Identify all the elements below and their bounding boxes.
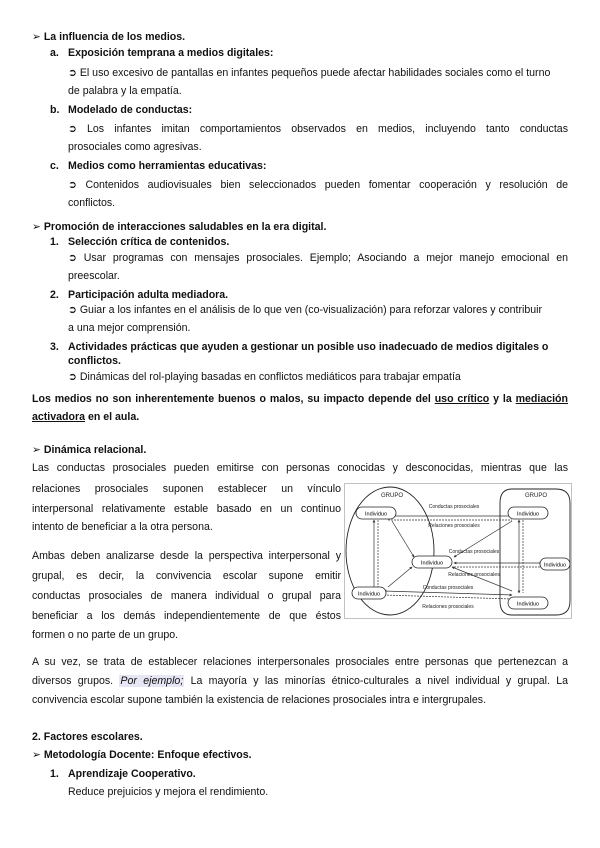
node-label: Individuo xyxy=(516,601,540,608)
group-label-left: GRUPO xyxy=(380,493,404,499)
paragraph-line: conductas prosociales de manera individual o grupal para xyxy=(32,590,341,602)
list-item-title xyxy=(50,159,586,173)
conclusion-line xyxy=(32,392,568,406)
item-title-text: Aprendizaje Cooperativo. xyxy=(68,768,196,780)
paragraph-line: intento de beneficiar a la otra persona. xyxy=(32,521,213,533)
item-text-line: ➲ Dinámicas del rol-playing basadas en conflictos mediáticos para trabajar empatía xyxy=(68,371,461,383)
paragraph-line: formen o no parte de un grupo. xyxy=(32,629,179,641)
list-item-title xyxy=(50,235,586,249)
conclusion-text: Los medios no son inherentemente buenos o malos, su impacto depende del xyxy=(32,393,435,405)
item-title-continuation: conflictos. xyxy=(68,355,121,367)
paragraph-line: grupal, es decir, la convivencia escolar supone emitir xyxy=(32,570,341,582)
edge-label: Relaciones prosociales xyxy=(422,604,474,610)
list-marker: 1. xyxy=(50,236,59,248)
list-item-title xyxy=(50,46,586,60)
mediacion-link: mediación xyxy=(515,393,568,405)
item-text-line: ➲ Los infantes imitan comportamientos observados en medios, incluyendo tanto conductas xyxy=(68,123,568,135)
list-marker: c. xyxy=(50,160,59,172)
paragraph-text: diversos grupos. xyxy=(32,675,120,687)
paragraph-line: interpersonal relativamente estable basado en un continuo xyxy=(32,503,341,515)
section-heading-promocion: ➢ Promoción de interacciones saludables en la era digital. xyxy=(32,221,327,233)
list-item-title xyxy=(50,340,586,354)
edge-label: Conductas prosociales xyxy=(422,585,474,591)
paragraph-line xyxy=(32,674,568,688)
item-text-line: preescolar. xyxy=(68,270,120,282)
edge-label: Conductas prosociales xyxy=(448,549,500,555)
item-text-line: a una mejor comprensión. xyxy=(68,322,191,334)
item-text-line: ➲ Usar programas con mensajes prosociales. Ejemplo; Asociando a mejor manejo emocional en xyxy=(68,252,568,264)
paragraph-line: Ambas deben analizarse desde la perspectiva interpersonal y xyxy=(32,550,341,562)
list-marker: b. xyxy=(50,104,60,116)
paragraph-line: Las conductas prosociales pueden emitirse con personas conocidas y desconocidas, mientras que las xyxy=(32,462,568,474)
node-label: Individuo xyxy=(357,591,381,598)
conclusion-line xyxy=(32,410,568,424)
paragraph-line: convivencia escolar supone también la existencia de relaciones prosociales intra e intergrupales. xyxy=(32,694,487,706)
item-text-line: ➲ Contenidos audiovisuales bien seleccionados pueden fomentar cooperación y resolución de xyxy=(68,179,568,191)
subheading-metodologia: ➢ Metodología Docente: Enfoque efectivos. xyxy=(32,749,252,761)
list-item-title xyxy=(50,288,586,302)
node-label: Individuo xyxy=(420,560,444,567)
activadora-link: activadora xyxy=(32,411,85,423)
conclusion-text: y la xyxy=(489,393,516,405)
item-text-line: prosociales como agresivas. xyxy=(68,141,202,153)
relational-diagram xyxy=(344,483,572,619)
conclusion-text: en el aula. xyxy=(85,411,140,423)
paragraph-line: beneficiar a los demás independientemente de que éstos xyxy=(32,610,341,622)
item-title-text: Selección crítica de contenidos. xyxy=(68,236,230,248)
group-label-right: GRUPO xyxy=(524,493,548,499)
item-title-text: Medios como herramientas educativas: xyxy=(68,160,267,172)
item-text-line: ➲ El uso excesivo de pantallas en infantes pequeños puede afectar habilidades sociales como el turno xyxy=(68,67,551,79)
edge-label: Relaciones prosociales xyxy=(428,523,480,529)
paragraph-line: relaciones prosociales suponen establecer un vínculo xyxy=(32,483,341,495)
section-heading-dinamica: ➢ Dinámica relacional. xyxy=(32,444,147,456)
edge-label: Conductas prosociales xyxy=(428,504,480,510)
item-title-text: Exposición temprana a medios digitales: xyxy=(68,47,274,59)
section-heading-medios: ➢ La influencia de los medios. xyxy=(32,31,186,43)
list-marker: a. xyxy=(50,47,59,59)
list-item-title xyxy=(50,767,586,781)
uso-critico-link: uso crítico xyxy=(434,393,490,405)
paragraph-text: La mayoría y las minorías étnico-culturales a nivel individual y grupal. La xyxy=(184,675,568,687)
item-text-line: Reduce prejuicios y mejora el rendimiento. xyxy=(68,786,269,798)
paragraph-line: A su vez, se trata de establecer relaciones interpersonales prosociales entre personas que pertenezcan a xyxy=(32,656,568,668)
highlighted-example: Por ejemplo; xyxy=(120,675,184,687)
list-marker: 3. xyxy=(50,341,59,353)
item-title-text: Participación adulta mediadora. xyxy=(68,289,229,301)
list-item-title xyxy=(50,103,586,117)
list-marker: 1. xyxy=(50,768,59,780)
list-marker: 2. xyxy=(50,289,59,301)
node-label: Individuo xyxy=(364,511,388,518)
item-title-text: Actividades prácticas que ayuden a gestionar un posible uso inadecuado de medios digitales o xyxy=(68,341,549,353)
item-text-line: conflictos. xyxy=(68,197,116,209)
node-label: Individuo xyxy=(543,562,567,569)
section-heading-factores: 2. Factores escolares. xyxy=(32,731,143,743)
item-text-line: ➲ Guiar a los infantes en el análisis de lo que ven (co-visualización) para reforzar valores y contribuir xyxy=(68,304,543,316)
node-label: Individuo xyxy=(516,511,540,518)
item-text-line: de palabra y la empatía. xyxy=(68,85,182,97)
item-title-text: Modelado de conductas: xyxy=(68,104,193,116)
edge-label: Relaciones prosociales xyxy=(448,572,500,578)
